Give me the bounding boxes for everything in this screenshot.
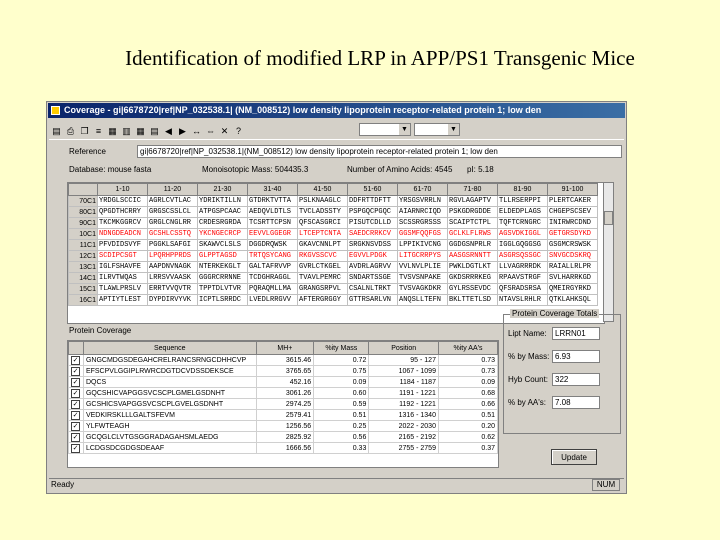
count-label: Hyb Count: [508,375,549,384]
sequence-cell: GCLKLFLRWS [448,229,498,240]
coverage-column-header[interactable]: %ity Mass [314,342,369,355]
checkbox-cell [69,432,84,443]
coverage-column-header[interactable] [69,342,84,355]
coverage-row[interactable] [69,410,498,421]
sequence-cell: TVSVAGKDKR [398,284,448,295]
sequence-cell: AVDRLAGRVV [348,262,398,273]
sequence-cell: LRRSVVAASK [148,273,198,284]
sequence-column-header: 91-100 [548,184,598,196]
position: 1192 - 1221 [369,399,439,410]
mono-mass-label: Monoisotopic Mass: 504435.3 [202,165,309,174]
app-icon [51,106,60,115]
sequence-cell: AFTERGRGGY [298,295,348,306]
sequence-cell: GKAVCNNLPT [298,240,348,251]
sequence-cell: SKAWVCLSLS [198,240,248,251]
sequence-cell: PSKGDRGDDE [448,207,498,218]
chevron-down-icon: ▼ [399,124,410,135]
mh-value: 2974.25 [256,399,314,410]
filter-combo-2[interactable] [414,123,460,136]
sequence-cell: GCSHLCSSTQ [148,229,198,240]
include-checkbox[interactable]: ✓ [72,433,79,441]
sequence-row[interactable] [69,295,598,306]
include-checkbox[interactable]: ✓ [72,356,79,364]
sequence-cell: PSPGQCPGQC [348,207,398,218]
sequence-cell: TCDGHRAGGL [248,273,298,284]
sequence-cell: SCDIPCSGT [98,251,148,262]
help-icon[interactable]: ? [235,126,241,136]
sequence-cell: TVSVSNPAKE [398,273,448,284]
sequence-cell: GGGRCRRNNE [198,273,248,284]
chevron-down-icon: ▼ [448,124,459,135]
sequence-cell: YKCNGECRCP [198,229,248,240]
sequence-cell: GETGRSDYKD [548,229,598,240]
sequence-column-header [69,184,98,196]
sequence-cell: GTDRKTVTTA [248,196,298,207]
aa-percent: 0.37 [438,443,497,454]
sequence-row-header: 13C1 [69,262,98,273]
expand-icon[interactable]: ↔ [192,126,201,136]
checkbox-cell [69,421,84,432]
coverage-table [68,341,498,454]
update-button[interactable]: Update [551,449,597,465]
position: 1316 - 1340 [369,410,439,421]
sequence-cell: SRGKNSVDSS [348,240,398,251]
sequence-cell: CSALNLTRKT [348,284,398,295]
aa-percent: 0.66 [438,399,497,410]
count-field[interactable]: 322 [552,373,600,386]
sequence-column-header: 61-70 [398,184,448,196]
sequence-cell: YDRIKTILLN [198,196,248,207]
include-checkbox[interactable]: ✓ [72,422,79,430]
grid-icon[interactable]: ▦ [136,126,145,136]
sequence-cell: IGLFSHAVFE [98,262,148,273]
coverage-row[interactable] [69,355,498,366]
mass-percent: 0.25 [314,421,369,432]
sequence-cell: GGDGSNPRLR [448,240,498,251]
sequence-cell: PSLKNAAGLC [298,196,348,207]
aa-field[interactable]: 7.08 [552,396,600,409]
mass-percent: 0.33 [314,443,369,454]
mh-value: 3765.65 [256,366,314,377]
sequence-cell: PWKLDGTLKT [448,262,498,273]
mass-label: % by Mass: [508,352,550,361]
sequence-row[interactable] [69,218,598,229]
peptide-sequence: GQCSHICVAPGGSVCSCPLGMELGSDNHT [83,388,256,399]
arrows-icon[interactable]: ⇔ [206,126,215,136]
sequence-cell: SVLHARRKGD [548,273,598,284]
slide-title: Identification of modified LRP in APP/PS1 Transgenic Mice [125,46,635,70]
include-checkbox[interactable]: ✓ [72,400,79,408]
aa-percent: 0.73 [438,366,497,377]
sequence-cell: LLVAGRRRDK [498,262,548,273]
mass-percent: 0.60 [314,388,369,399]
sequence-cell: PLERTCAKER [548,196,598,207]
sequence-cell: AAPDNVNAGK [148,262,198,273]
peptide-sequence: DQCS [83,377,256,388]
sequence-cell: SNVGCDSKRQ [548,251,598,262]
database-label: Database: mouse fasta [69,165,152,174]
reference-label: Reference [69,147,106,156]
sequence-column-header: 11-20 [148,184,198,196]
sequence-cell: APTIYTLEST [98,295,148,306]
mh-value: 3061.26 [256,388,314,399]
sequence-cell: TLAWLPRSLV [98,284,148,295]
position: 2755 - 2759 [369,443,439,454]
pi-label: pI: 5.18 [467,165,494,174]
sequence-row-header: 16C1 [69,295,98,306]
sequence-cell: EGVVLPDGK [348,251,398,262]
sequence-row-header: 11C1 [69,240,98,251]
checkbox-cell [69,366,84,377]
peptide-sequence: GNGCMDGSDEGAHCRELRANCSRNGCDHHCVP [83,355,256,366]
sequence-cell: INIRWRCDND [548,218,598,229]
sequence-cell: QMEIRGYRKD [548,284,598,295]
mh-value: 2579.41 [256,410,314,421]
checkbox-cell [69,377,84,388]
sequence-cell: PISUTCDLLD [348,218,398,229]
sequence-column-header: 71-80 [448,184,498,196]
position: 1067 - 1099 [369,366,439,377]
sequence-row-header: 80C1 [69,207,98,218]
include-checkbox[interactable]: ✓ [72,444,79,452]
coverage-row[interactable] [69,366,498,377]
sequence-cell: RKGVSSCVC [298,251,348,262]
checkbox-cell [69,388,84,399]
sequence-column-header: 51-60 [348,184,398,196]
sequence-row[interactable] [69,273,598,284]
sequence-cell: QFSRADSRSA [498,284,548,295]
sequence-cell: QPGDTHCRRY [98,207,148,218]
totals-title: Protein Coverage Totals [512,309,598,318]
sequence-grid[interactable] [67,182,605,324]
sequence-cell: LVEDLRRGVV [248,295,298,306]
sequence-cell: PQRAQMLLMA [248,284,298,295]
num-indicator: NUM [592,479,620,491]
include-checkbox[interactable]: ✓ [72,389,79,397]
include-checkbox[interactable]: ✓ [72,367,79,375]
checkbox-cell [69,355,84,366]
sequence-scrollbar[interactable] [603,182,614,322]
sequence-row[interactable] [69,229,598,240]
sequence-cell: TVAVLPEMRC [298,273,348,284]
aa-percent: 0.62 [438,432,497,443]
sequence-column-header: 21-30 [198,184,248,196]
sequence-cell: QFSCASGRCI [298,218,348,229]
sequence-cell: AGRLCVTLAC [148,196,198,207]
mass-percent: 0.56 [314,432,369,443]
sequence-row-header: 90C1 [69,218,98,229]
sequence-cell: GRGLCNGLRR [148,218,198,229]
sequence-row-header: 10C1 [69,229,98,240]
coverage-totals-group [503,309,621,434]
position: 1191 - 1221 [369,388,439,399]
mass-percent: 0.51 [314,410,369,421]
name-field[interactable]: LRRN01 [552,327,600,340]
position: 1184 - 1187 [369,377,439,388]
sequence-cell: QTKLAHKSQL [548,295,598,306]
sequence-cell: SNDARTSSGE [348,273,398,284]
coverage-table-panel [67,340,499,468]
sequence-cell: AASGSRNNTT [448,251,498,262]
sequence-cell: ILRVTWQAS [98,273,148,284]
list-icon[interactable]: ≡ [95,126,102,136]
name-label: Lipt Name: [508,329,547,338]
sequence-column-header: 81-90 [498,184,548,196]
sequence-cell: AGSVDKIGGL [498,229,548,240]
coverage-row[interactable] [69,399,498,410]
sequence-cell: YRDGLSCCIC [98,196,148,207]
sequence-cell: TLLRSERPPI [498,196,548,207]
sequence-cell: AIARNRCIQD [398,207,448,218]
columns-icon[interactable]: ▥ [122,126,131,136]
checkbox-cell [69,399,84,410]
position: 2022 - 2030 [369,421,439,432]
sequence-cell: SCAIPTCTPL [448,218,498,229]
coverage-label: Protein Coverage [69,326,132,335]
coverage-column-header[interactable]: MH+ [256,342,314,355]
aa-percent: 0.51 [438,410,497,421]
checkbox-cell [69,443,84,454]
include-checkbox[interactable]: ✓ [72,378,79,386]
sequence-cell: GTTRSARLVN [348,295,398,306]
sequence-cell: TQFTCRNGRC [498,218,548,229]
sequence-cell: VVLNVLPLIE [398,262,448,273]
copy-icon[interactable]: ❐ [80,126,89,136]
coverage-row[interactable] [69,377,498,388]
sequence-cell: DYPDIRVYVK [148,295,198,306]
sequence-cell: LPQRHPPRDS [148,251,198,262]
include-checkbox[interactable]: ✓ [72,411,79,419]
sequence-row-header: 70C1 [69,196,98,207]
left-icon[interactable]: ◀ [165,126,172,136]
sequence-cell: NTAVSLRHLR [498,295,548,306]
peptide-sequence: GCSHICSVAPGGSVCSCPLGVELGSDNHT [83,399,256,410]
rows-icon[interactable]: ▤ [150,126,159,136]
mh-value: 1256.56 [256,421,314,432]
sequence-cell: CRDESRGRDA [198,218,248,229]
coverage-row[interactable] [69,388,498,399]
right-icon[interactable]: ▶ [179,126,186,136]
sequence-cell: DDFRTTDFTT [348,196,398,207]
table-icon[interactable]: ▦ [108,126,117,136]
peptide-sequence: EFSCPVLGGIPLRWRCDGTDCVDSSDEKSCE [83,366,256,377]
sequence-cell: GRGSCSSLCL [148,207,198,218]
sequence-cell: TKCMKGGRCV [98,218,148,229]
checkbox-cell [69,410,84,421]
aa-label: % by AA's: [508,398,546,407]
mass-percent: 0.75 [314,366,369,377]
window-title: Coverage - gi|6678720|ref|NP_032538.1| (NM_008512) low density lipoprotein receptor-related protein 1; low den [64,105,542,115]
sequence-row[interactable] [69,196,598,207]
sequence-cell: EEVVLGGEGR [248,229,298,240]
sequence-cell: BKLTTETLSD [448,295,498,306]
position: 2165 - 2192 [369,432,439,443]
aa-percent: 0.68 [438,388,497,399]
coverage-window [46,101,627,494]
sequence-cell: LTCEPTCNTA [298,229,348,240]
sequence-row-header: 15C1 [69,284,98,295]
peptide-sequence: YLFWTEAGH [83,421,256,432]
sequence-cell: SCSSRGRSSS [398,218,448,229]
sequence-cell: CHGEPSCSEV [548,207,598,218]
sequence-row[interactable] [69,240,598,251]
sequence-cell: RPAAVSTRGF [498,273,548,284]
coverage-row[interactable] [69,421,498,432]
sequence-cell: GRANGSRPVL [298,284,348,295]
sequence-cell: GALTAFRVVP [248,262,298,273]
coverage-column-header[interactable]: %ity AA's [438,342,497,355]
sequence-cell: NDNGDEADCN [98,229,148,240]
mh-value: 452.16 [256,377,314,388]
sequence-cell: GGSMFQQFGS [398,229,448,240]
sequence-row[interactable] [69,207,598,218]
sequence-cell: TVCLADSSTY [298,207,348,218]
sequence-cell: SAEDCRRKCV [348,229,398,240]
close-icon[interactable]: ✕ [220,126,229,136]
aa-percent: 0.20 [438,421,497,432]
peptide-sequence: GCQGLCLVTGSGGRADAGAHSMLAEDG [83,432,256,443]
sequence-cell: ATPGSPCAAC [198,207,248,218]
sequence-cell: DGGDRQWSK [248,240,298,251]
sequence-row[interactable] [69,284,598,295]
aa-percent: 0.73 [438,355,497,366]
mh-value: 2825.92 [256,432,314,443]
sequence-cell: ELDEDPLAGS [498,207,548,218]
sequence-column-header: 1-10 [98,184,148,196]
sequence-row[interactable] [69,262,598,273]
sequence-cell: AEDQVLDTLS [248,207,298,218]
coverage-column-header[interactable]: Sequence [83,342,256,355]
coverage-row[interactable] [69,432,498,443]
num-aa-label: Number of Amino Acids: 4545 [347,165,453,174]
sequence-cell: GLPPTAGSD [198,251,248,262]
mass-percent: 0.59 [314,399,369,410]
sequence-cell: TCSRTTCPSN [248,218,298,229]
mh-value: 1666.56 [256,443,314,454]
sequence-cell: ANQSLLTEFN [398,295,448,306]
open-icon[interactable]: ▤ [52,126,61,136]
sequence-cell: NTERKEKGLT [198,262,248,273]
mass-field[interactable]: 6.93 [552,350,600,363]
status-text: Ready [51,480,75,489]
sequence-cell: PFVDIDSVYF [98,240,148,251]
peptide-sequence: VEDKIRSKLLLGALTSFEVM [83,410,256,421]
sequence-cell: GKDSRRRKEG [448,273,498,284]
sequence-cell: LPPIKIVCNG [398,240,448,251]
sequence-row-header: 12C1 [69,251,98,262]
window-titlebar[interactable] [48,103,625,118]
reference-field[interactable]: gi|6678720|ref|NP_032538.1|(NM_008512) low density lipoprotein receptor-related protein 1; low den [137,145,622,158]
sequence-table [68,183,598,306]
mass-percent: 0.09 [314,377,369,388]
sequence-cell: ASGRSQSSGC [498,251,548,262]
sequence-cell: PGGKLSAFGI [148,240,198,251]
sequence-cell: TRTQSYCANG [248,251,298,262]
mass-percent: 0.72 [314,355,369,366]
sequence-column-header: 31-40 [248,184,298,196]
position: 95 - 127 [369,355,439,366]
scroll-thumb[interactable] [604,211,613,225]
sequence-cell: RAIALLRLPR [548,262,598,273]
mh-value: 3615.46 [256,355,314,366]
sequence-cell: YRSGSVRRLN [398,196,448,207]
print-icon[interactable]: ⎙ [66,126,75,136]
sequence-cell: GVRLCTKGEL [298,262,348,273]
coverage-column-header[interactable]: Position [369,342,439,355]
sequence-cell: ERRTVVQVTR [148,284,198,295]
peptide-sequence: LCDGSDCGDGSDEAAF [83,443,256,454]
sequence-cell: IGGLGQGGSG [498,240,548,251]
sequence-row-header: 14C1 [69,273,98,284]
toolbar [49,121,624,140]
sequence-row[interactable] [69,251,598,262]
filter-combo-1[interactable] [359,123,411,136]
sequence-cell: RGVLAGAPTV [448,196,498,207]
sequence-cell: LITGCRRPYS [398,251,448,262]
coverage-row[interactable] [69,443,498,454]
sequence-cell: TPPTDLVTVR [198,284,248,295]
sequence-cell: ICPTLSRRDC [198,295,248,306]
aa-percent: 0.09 [438,377,497,388]
status-bar [49,478,624,491]
sequence-cell: GYLRSSEVDC [448,284,498,295]
sequence-cell: GSGMCRSWSK [548,240,598,251]
sequence-column-header: 41-50 [298,184,348,196]
